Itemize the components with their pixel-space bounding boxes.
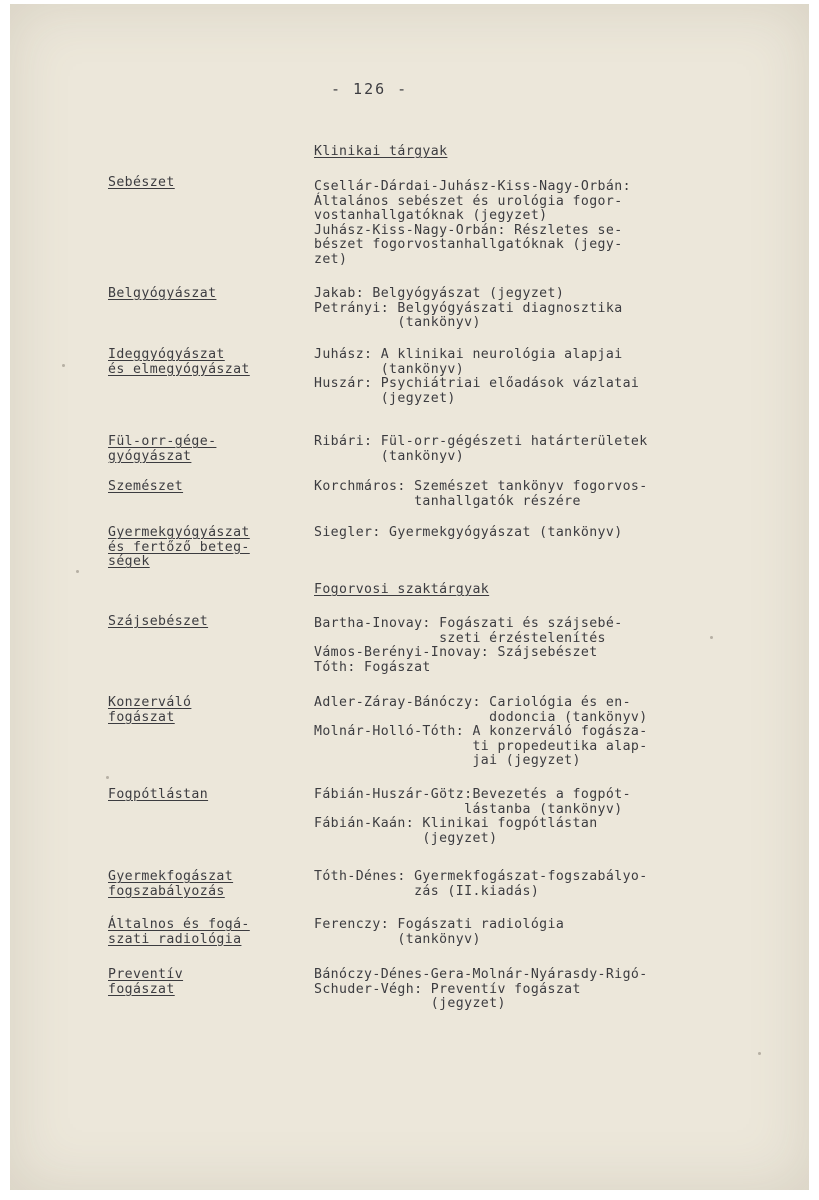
subject-label: Szemészet [108,479,184,494]
subject-label: Gyermekfogászat fogszabályozás [108,869,234,899]
subject-label: Általnos és fogá- szati radiológia [108,917,250,947]
section-heading-clinical: Klinikai tárgyak [314,144,448,159]
subject-label: Preventív fogászat [108,967,184,997]
book-entry: Adler-Záray-Bánóczy: Cariológia és en- dodoncia (tankönyv) Molnár-Holló-Tóth: A konzerváló fogásza- ti propedeutika alap- jai (jegyzet) [314,695,648,769]
book-entry: Jakab: Belgyógyászat (jegyzet) Petrányi: Belgyógyászati diagnosztika (tankönyv) [314,286,623,331]
subject-label: Szájsebészet [108,614,209,629]
book-entry: Ribári: Fül-orr-gégészeti határterületek (tankönyv) [314,434,648,464]
subject-label: Belgyógyászat [108,286,217,301]
subject-label: Fül-orr-gége- gyógyászat [108,434,217,464]
book-entry: Bánóczy-Dénes-Gera-Molnár-Nyárasdy-Rigó- Schuder-Végh: Preventív fogászat (jegyzet) [314,967,648,1012]
subject-label: Ideggyógyászat és elmegyógyászat [108,347,250,377]
subject-label: Sebészet [108,175,175,190]
book-entry: Fábián-Huszár-Götz:Bevezetés a fogpót- lástanba (tankönyv) Fábián-Kaán: Klinikai fogpótlástan (jegyzet) [314,787,631,846]
subject-label: Konzerváló fogászat [108,695,192,725]
subject-label: Fogpótlástan [108,787,209,802]
page-number: - 126 - [331,80,409,98]
book-entry: Bartha-Inovay: Fogászati és szájsebé- szeti érzéstelenítés Vámos-Berényi-Inovay: Szájsebészet Tóth: Fogászat [314,616,623,675]
book-entry: Ferenczy: Fogászati radiológia (tankönyv) [314,917,565,947]
book-entry: Korchmáros: Szemészet tankönyv fogorvos- tanhallgatók részére [314,479,648,509]
book-entry: Tóth-Dénes: Gyermekfogászat-fogszabályo- zás (II.kiadás) [314,869,648,899]
book-entry: Juhász: A klinikai neurológia alapjai (tankönyv) Huszár: Psychiátriai előadások vázlatai (jegyzet) [314,347,640,406]
book-entry: Siegler: Gyermekgyógyászat (tankönyv) [314,525,623,540]
subject-label: Gyermekgyógyászat és fertőző beteg- ségek [108,525,250,570]
section-heading-dental: Fogorvosi szaktárgyak [314,582,490,597]
book-entry: Csellár-Dárdai-Juhász-Kiss-Nagy-Orbán: Általános sebészet és urológia fogor- vostanhallgatóknak (jegyzet) Juhász-Kiss-Nagy-Orbán: Részletes se- bészet fogorvostanhallgatóknak (jegy- zet) [314,179,631,267]
